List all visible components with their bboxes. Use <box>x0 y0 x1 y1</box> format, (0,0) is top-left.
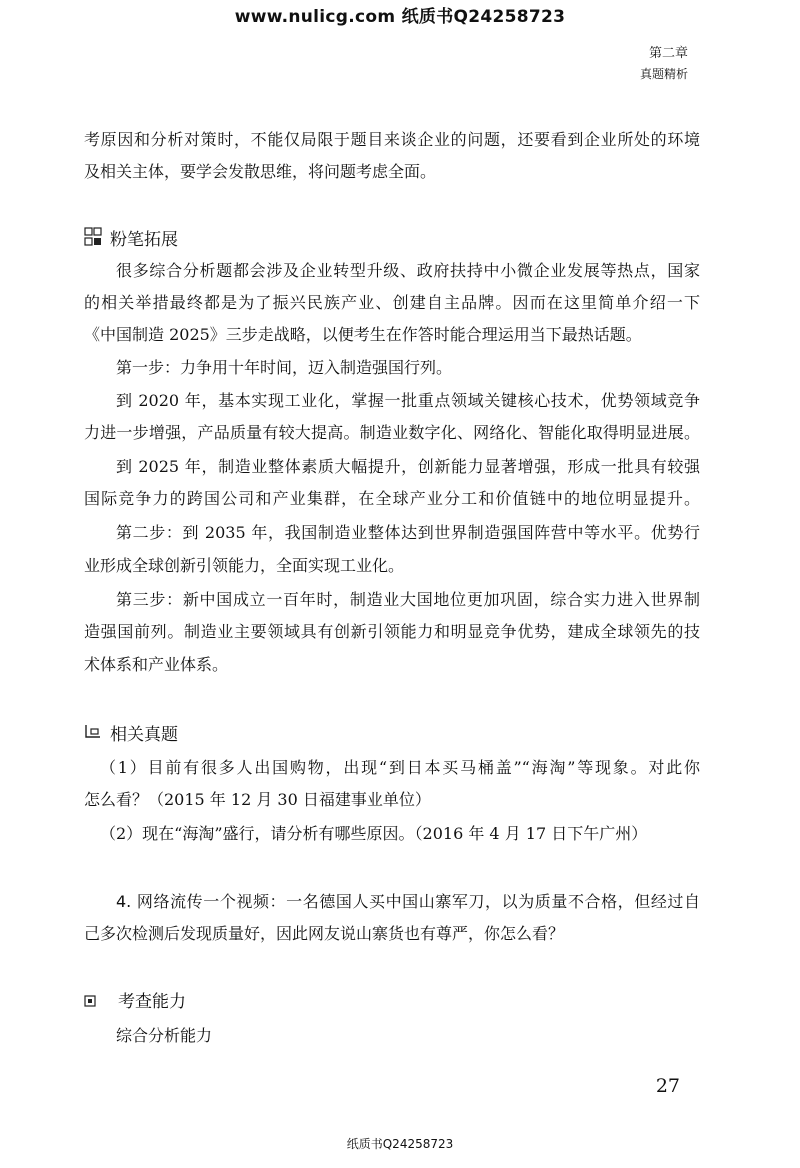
intro-line: 及相关主体，要学会发散思维，将问题考虑全面。 <box>84 162 437 181</box>
related-item-line: （1）目前有很多人出国购物，出现“到日本买马桶盖”“海淘”等现象。对此你 <box>100 758 700 777</box>
related-heading <box>84 723 178 747</box>
expand-paragraph-line: 国际竞争力的跨国公司和产业集群，在全球产业分工和价值链中的地位明显提升。 <box>84 489 700 508</box>
bottom-watermark: 纸质书Q24258723 <box>346 1137 454 1151</box>
top-watermark: www.nulicg.com 纸质书Q24258723 <box>234 7 566 27</box>
expand-heading <box>84 227 178 253</box>
related-title: 相关真题 <box>110 725 178 745</box>
expand-paragraph-line: 的相关举措最终都是为了振兴民族产业、创建自主品牌。因而在这里简单介绍一下 <box>84 293 700 312</box>
expand-paragraph-line: 第三步：新中国成立一百年时，制造业大国地位更加巩固，综合实力进入世界制 <box>116 590 700 609</box>
expand-paragraph-line: 很多综合分析题都会涉及企业转型升级、政府扶持中小微企业发展等热点，国家 <box>116 261 700 280</box>
related-item-line: （2）现在“海淘”盛行，请分析有哪些原因。（2016 年 4 月 17 日下午广州） <box>100 824 648 843</box>
expand-paragraph-line: 第一步：力争用十年时间，迈入制造强国行列。 <box>116 358 453 377</box>
expand-title: 粉笔拓展 <box>110 230 178 250</box>
ability-heading <box>84 991 186 1013</box>
ability-title: 考查能力 <box>118 992 186 1012</box>
related-item-line: 怎么看？（2015 年 12 月 30 日福建事业单位） <box>84 790 431 809</box>
expand-paragraph-line: 到 2025 年，制造业整体素质大幅提升，创新能力显著增强，形成一批具有较强 <box>116 457 700 476</box>
page-number: 27 <box>655 1075 680 1097</box>
question-line: 己多次检测后发现质量好，因此网友说山寨货也有尊严，你怎么看？ <box>84 924 565 943</box>
expand-paragraph-line: 第二步：到 2035 年，我国制造业整体达到世界制造强国阵营中等水平。优势行 <box>116 523 700 542</box>
ability-text: 综合分析能力 <box>116 1026 213 1045</box>
question-line: 4. 网络流传一个视频：一名德国人买中国山寨军刀，以为质量不合格，但经过自 <box>116 892 700 911</box>
expand-paragraph-line: 到 2020 年，基本实现工业化，掌握一批重点领域关键核心技术，优势领域竞争 <box>116 391 700 410</box>
intro-line: 考原因和分析对策时，不能仅局限于题目来谈企业的问题，还要看到企业所处的环境 <box>84 130 700 149</box>
section-label: 真题精析 <box>639 67 688 81</box>
running-header <box>640 44 688 84</box>
expand-paragraph-line: 力进一步增强，产品质量有较大提高。制造业数字化、网络化、智能化取得明显进展。 <box>84 423 700 442</box>
grid-icon <box>84 227 102 253</box>
expand-paragraph-line: 造强国前列。制造业主要领域具有创新引领能力和明显竞争优势，建成全球领先的技 <box>84 622 700 641</box>
expand-paragraph-line: 业形成全球创新引领能力，全面实现工业化。 <box>84 556 405 575</box>
small-square-icon <box>84 991 96 1013</box>
chapter-label: 第二章 <box>648 46 688 61</box>
expand-paragraph-line: 《中国制造 2025》三步走战略，以便考生在作答时能合理运用当下最热话题。 <box>84 325 642 344</box>
corner-icon <box>84 723 102 747</box>
expand-paragraph-line: 术体系和产业体系。 <box>84 655 229 674</box>
